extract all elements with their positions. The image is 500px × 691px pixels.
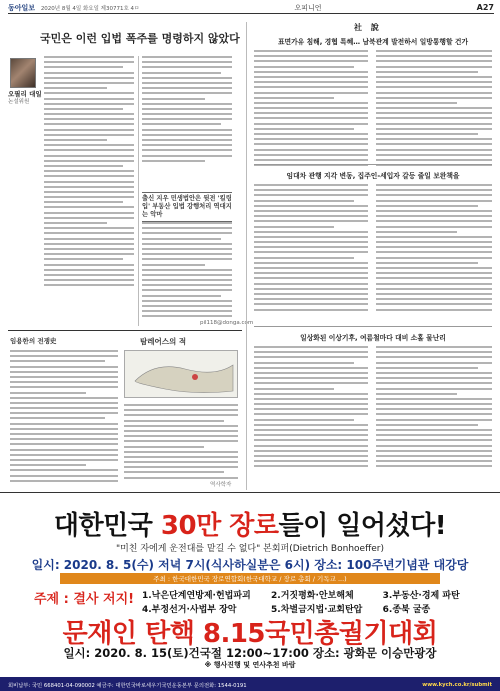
editorial-text-2a: [254, 184, 368, 314]
ad-theme: 주제 : 결사 저지!: [34, 592, 135, 607]
editorial-text-3a: [254, 346, 368, 471]
column-text-c: [142, 222, 232, 321]
editorial-rule-2: [254, 326, 492, 327]
ad-event-date-1: 일시: 2020. 8. 5(수) 저녁 7시(식사하실분은 6시) 장소: 100주년기념관 대강당: [31, 558, 469, 572]
ad-main-headline: 문재인 탄핵 8.15국민총궐기대회: [62, 619, 438, 649]
editorial-text-2b: [376, 184, 492, 314]
ad-topics: [142, 588, 472, 615]
feature-subtitle: 탐레어스의 적: [140, 337, 187, 346]
column-divider: [138, 56, 139, 326]
ad-note: ※ 행사진행 및 연사추천 바람: [204, 661, 296, 669]
feature-text-b: [124, 404, 238, 482]
section-name: 오피니언: [294, 3, 322, 12]
section-divider: [246, 22, 247, 490]
feature-author: 역사학자: [210, 482, 232, 488]
column-credit: pil118@donga.com: [200, 320, 254, 326]
ad-footer-url[interactable]: www.kych.co.kr/submit: [422, 681, 492, 688]
pull-quote: 출신 지우 민생법안은 뒷전 '킬링 입' 부동산 입법 강행처리 역대지는 악마: [142, 192, 232, 222]
left-column-headline: 국민은 이런 입법 폭주를 명령하지 않았다: [40, 32, 240, 45]
page-header: [8, 2, 494, 14]
columnist-name: 오필리 대일: [8, 90, 42, 98]
ad-sponsor: 주최 : 한국대한민국 장로연합회(한국대학교 / 장로 총회 / 기독교 ...): [60, 573, 440, 584]
editorial-text-1b: [376, 50, 492, 169]
editorial-headline-3: 일상화된 이상기후, 여름철마다 대비 소홀 물난리: [300, 334, 446, 342]
feature-title: 임용한의 전쟁史: [10, 337, 57, 345]
ad-quote: "미친 자에게 운전대를 맡길 수 없다" 본회퍼(Dietrich Bonhoeffer): [115, 544, 385, 554]
page-number: A27: [476, 3, 494, 12]
editorial-text-1a: [254, 50, 368, 169]
columnist-role: 논설위원: [8, 99, 30, 105]
editorial-text-3b: [376, 346, 492, 471]
editorial-rule-1: [254, 164, 492, 165]
ad-event-date-2: 일시: 2020. 8. 15(토)건국절 12:00~17:00 장소: 광화문 이승만광장: [63, 646, 437, 660]
ad-title: [0, 505, 500, 542]
columnist-name-tag: [8, 90, 48, 106]
column-text-b: [142, 56, 232, 165]
left-lower-rule: [8, 330, 242, 331]
ad-footer-info: 회비납부: 국민 668401-04-090002 예금주: 대한민국바로세우기국민운동본부 문의전화: 1544-0191: [8, 682, 247, 689]
editorial-headline-2: 임대차 관행 지각 변동, 집주인-세입자 갈등 줄일 보완책을: [286, 172, 460, 180]
ad-topic: 3.부동산·경제 파탄: [382, 591, 460, 601]
ad-title-highlight: 30만 장로: [160, 511, 279, 541]
ad-topic: 1.낙은단계연방제·헌법파괴: [142, 591, 251, 601]
editorial-mark: 社 說: [354, 22, 382, 32]
ad-topic: 6.종북 굴종: [382, 605, 431, 615]
feature-map: [124, 350, 238, 398]
ad-topic: 5.차별금지법·교회탄압: [271, 605, 363, 615]
columnist-photo: [10, 58, 36, 88]
ad-topic: 4.부정선거·사법부 장악: [142, 605, 237, 615]
ad-title-prefix: 대한민국: [53, 511, 153, 541]
editorial-headline-1: 표면가유 침해, 경협 특혜… 남북관계 발전하서 일방통행할 건가: [277, 38, 469, 46]
ad-footer: [0, 677, 500, 691]
advertisement: [0, 492, 500, 691]
map-graphic: [125, 351, 239, 399]
column-text-a: [44, 56, 134, 289]
feature-text-a: [10, 350, 118, 485]
ad-topic: 2.거짓평화·안보해체: [271, 591, 354, 601]
ad-title-suffix: 들이 일어섰다!: [278, 511, 447, 541]
date-line: 2020년 8월 4일 화요일 제30771호 4ㅁ: [40, 5, 140, 12]
masthead: 동아일보: [8, 2, 36, 12]
